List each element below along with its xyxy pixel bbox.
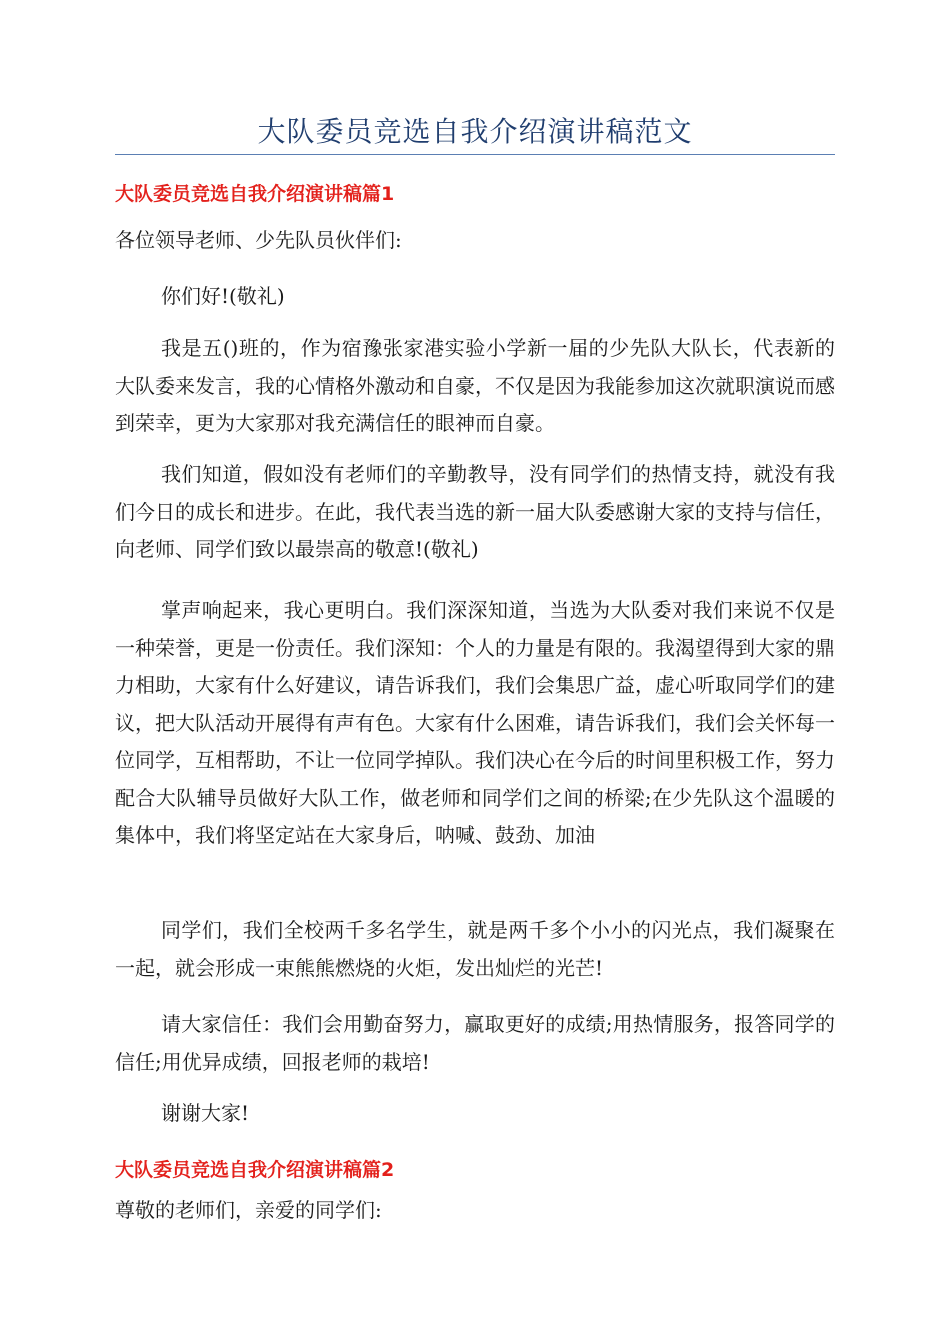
title-underline [115,154,835,155]
paragraph: 谢谢大家! [161,1101,250,1125]
paragraph: 我是五()班的，作为宿豫张家港实验小学新一届的少先队大队长，代表新的大队委来发言，我的心情格外激动和自豪，不仅是因为我能参加这次就职演说而感到荣幸，更为大家那对我充满信任的眼神而自豪。 [115,336,835,435]
section-heading-1: 大队委员竞选自我介绍演讲稿篇1 [115,183,395,205]
paragraph: 同学们，我们全校两千多名学生，就是两千多个小小的闪光点，我们凝聚在一起，就会形成一束熊熊燃烧的火炬，发出灿烂的光芒! [115,918,835,980]
paragraph: 你们好!(敬礼) [161,284,285,308]
paragraph: 请大家信任：我们会用勤奋努力，赢取更好的成绩;用热情服务，报答同学的信任;用优异成绩，回报老师的栽培! [115,1012,835,1074]
salutation-1: 各位领导老师、少先队员伙伴们: [115,228,402,252]
salutation-2: 尊敬的老师们，亲爱的同学们: [115,1198,382,1222]
paragraph: 掌声响起来，我心更明白。我们深深知道，当选为大队委对我们来说不仅是一种荣誉，更是一份责任。我们深知：个人的力量是有限的。我渴望得到大家的鼎力相助，大家有什么好建议，请告诉我们，我们会集思广益，虚心听取同学们的建议，把大队活动开展得有声有色。大家有什么困难，请告诉我们，我们会关怀每一位同学，互相帮助，不让一位同学掉队。我们决心在今后的时间里积极工作，努力配合大队辅导员做好大队工作，做老师和同学们之间的桥梁;在少先队这个温暖的集体中，我们将坚定站在大家身后，呐喊、鼓劲、加油 [115,598,835,847]
paragraph: 我们知道，假如没有老师们的辛勤教导，没有同学们的热情支持，就没有我们今日的成长和进步。在此，我代表当选的新一届大队委感谢大家的支持与信任，向老师、同学们致以最崇高的敬意!(敬礼) [115,462,835,561]
section-heading-2: 大队委员竞选自我介绍演讲稿篇2 [115,1159,395,1181]
document-title: 大队委员竞选自我介绍演讲稿范文 [257,115,693,148]
